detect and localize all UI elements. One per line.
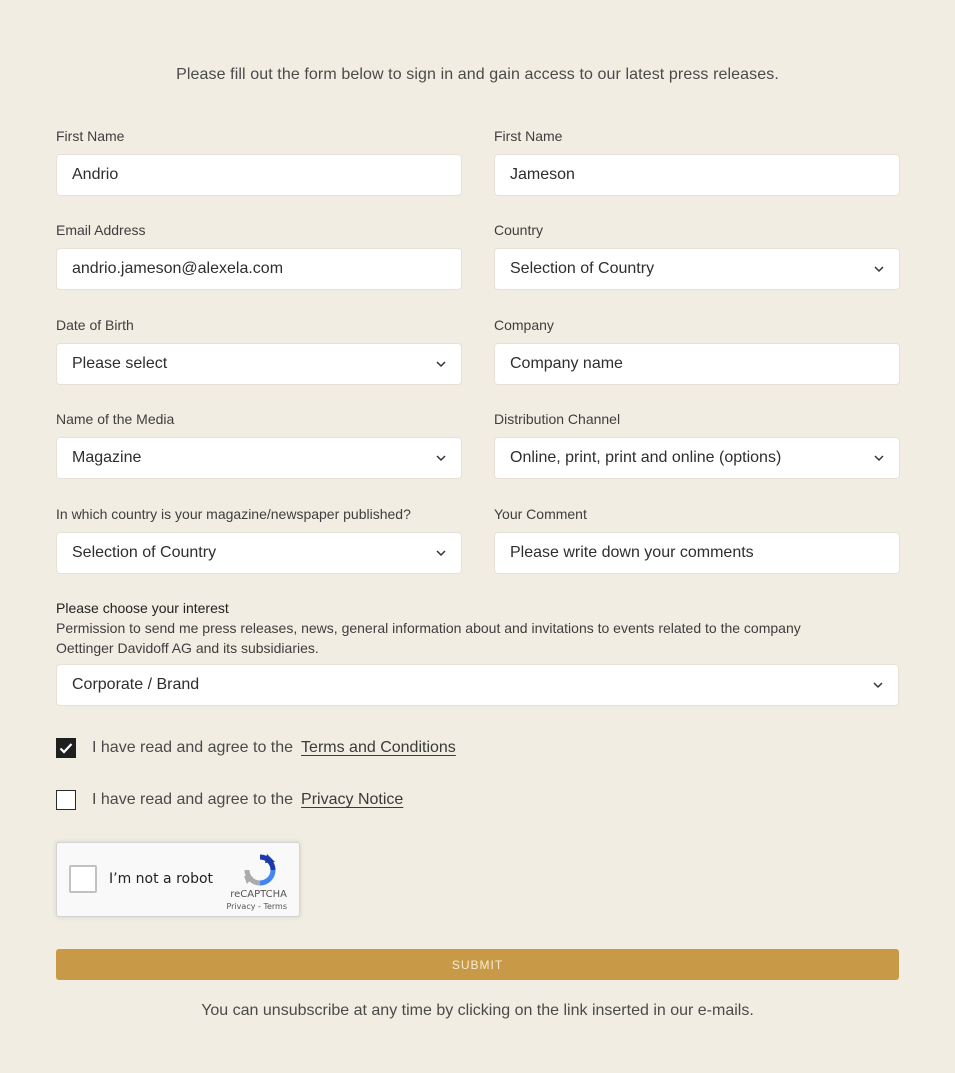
last-name-input[interactable]: Jameson	[494, 154, 900, 196]
recaptcha-logo-icon	[243, 853, 277, 887]
intro-text: Please fill out the form below to sign in and gain access to our latest press releases.	[176, 66, 779, 83]
email-input[interactable]: andrio.jameson@alexela.com	[56, 248, 462, 290]
privacy-checkbox[interactable]	[56, 790, 76, 810]
recaptcha-privacy-link[interactable]: Privacy	[226, 902, 256, 911]
dob-group	[56, 315, 462, 385]
terms-consent-row	[56, 738, 456, 758]
first-name-input[interactable]: Andrio	[56, 154, 462, 196]
publish-country-group	[56, 504, 462, 574]
company-group	[494, 315, 900, 385]
distribution-select-value: Online, print, print and online (options)	[510, 449, 782, 466]
distribution-group	[494, 409, 900, 479]
dob-select-value: Please select	[72, 355, 168, 372]
recaptcha-brand: reCAPTCHA	[230, 889, 287, 900]
interest-title: Please choose your interest	[56, 600, 229, 616]
comment-label: Your Comment	[494, 506, 587, 522]
check-icon	[59, 742, 73, 754]
terms-checkbox[interactable]	[56, 738, 76, 758]
recaptcha-links	[226, 902, 287, 911]
country-select[interactable]	[494, 248, 900, 290]
publish-country-select[interactable]	[56, 532, 462, 574]
chevron-down-icon	[873, 452, 885, 464]
country-label: Country	[494, 222, 544, 238]
email-group	[56, 220, 462, 290]
company-input[interactable]: Company name	[494, 343, 900, 385]
chevron-down-icon	[435, 547, 447, 559]
chevron-down-icon	[872, 679, 884, 691]
comment-input[interactable]: Please write down your comments	[494, 532, 900, 574]
interest-description: Permission to send me press releases, news, general information about and invitations to events related to the company Oettinger Davidoff AG and its subsidiaries.	[56, 620, 801, 656]
interest-select-value: Corporate / Brand	[72, 676, 200, 693]
country-select-value: Selection of Country	[510, 260, 655, 277]
publish-country-label: In which country is your magazine/newspaper published?	[56, 506, 411, 522]
country-group	[494, 220, 900, 290]
chevron-down-icon	[873, 263, 885, 275]
last-name-group	[494, 126, 900, 196]
recaptcha-terms-link[interactable]: Terms	[263, 902, 287, 911]
distribution-label: Distribution Channel	[494, 411, 621, 427]
chevron-down-icon	[435, 358, 447, 370]
media-name-select-value: Magazine	[72, 449, 142, 466]
publish-country-select-value: Selection of Country	[72, 544, 217, 561]
interest-select[interactable]	[56, 664, 899, 706]
distribution-select[interactable]	[494, 437, 900, 479]
dob-select[interactable]	[56, 343, 462, 385]
comment-group	[494, 504, 900, 574]
media-name-label: Name of the Media	[56, 411, 175, 427]
dob-label: Date of Birth	[56, 317, 134, 333]
recaptcha-widget	[56, 842, 300, 917]
recaptcha-checkbox[interactable]	[69, 865, 97, 893]
interest-group	[56, 664, 899, 706]
privacy-consent-row	[56, 790, 403, 810]
first-name-group	[56, 126, 462, 196]
terms-link[interactable]: Terms and Conditions	[301, 739, 456, 756]
last-name-label: First Name	[494, 128, 563, 144]
unsubscribe-note: You can unsubscribe at any time by clicking on the link inserted in our e-mails.	[201, 1002, 754, 1019]
first-name-label: First Name	[56, 128, 125, 144]
recaptcha-label: I’m not a robot	[109, 871, 214, 887]
company-label: Company	[494, 317, 554, 333]
privacy-link[interactable]: Privacy Notice	[301, 791, 404, 808]
recaptcha-separator: -	[258, 902, 261, 911]
email-label: Email Address	[56, 222, 146, 238]
media-name-group	[56, 409, 462, 479]
terms-consent-text: I have read and agree to the	[92, 739, 294, 756]
media-name-select[interactable]	[56, 437, 462, 479]
privacy-consent-text: I have read and agree to the	[92, 791, 294, 808]
chevron-down-icon	[435, 452, 447, 464]
submit-button[interactable]: SUBMIT	[56, 949, 899, 980]
